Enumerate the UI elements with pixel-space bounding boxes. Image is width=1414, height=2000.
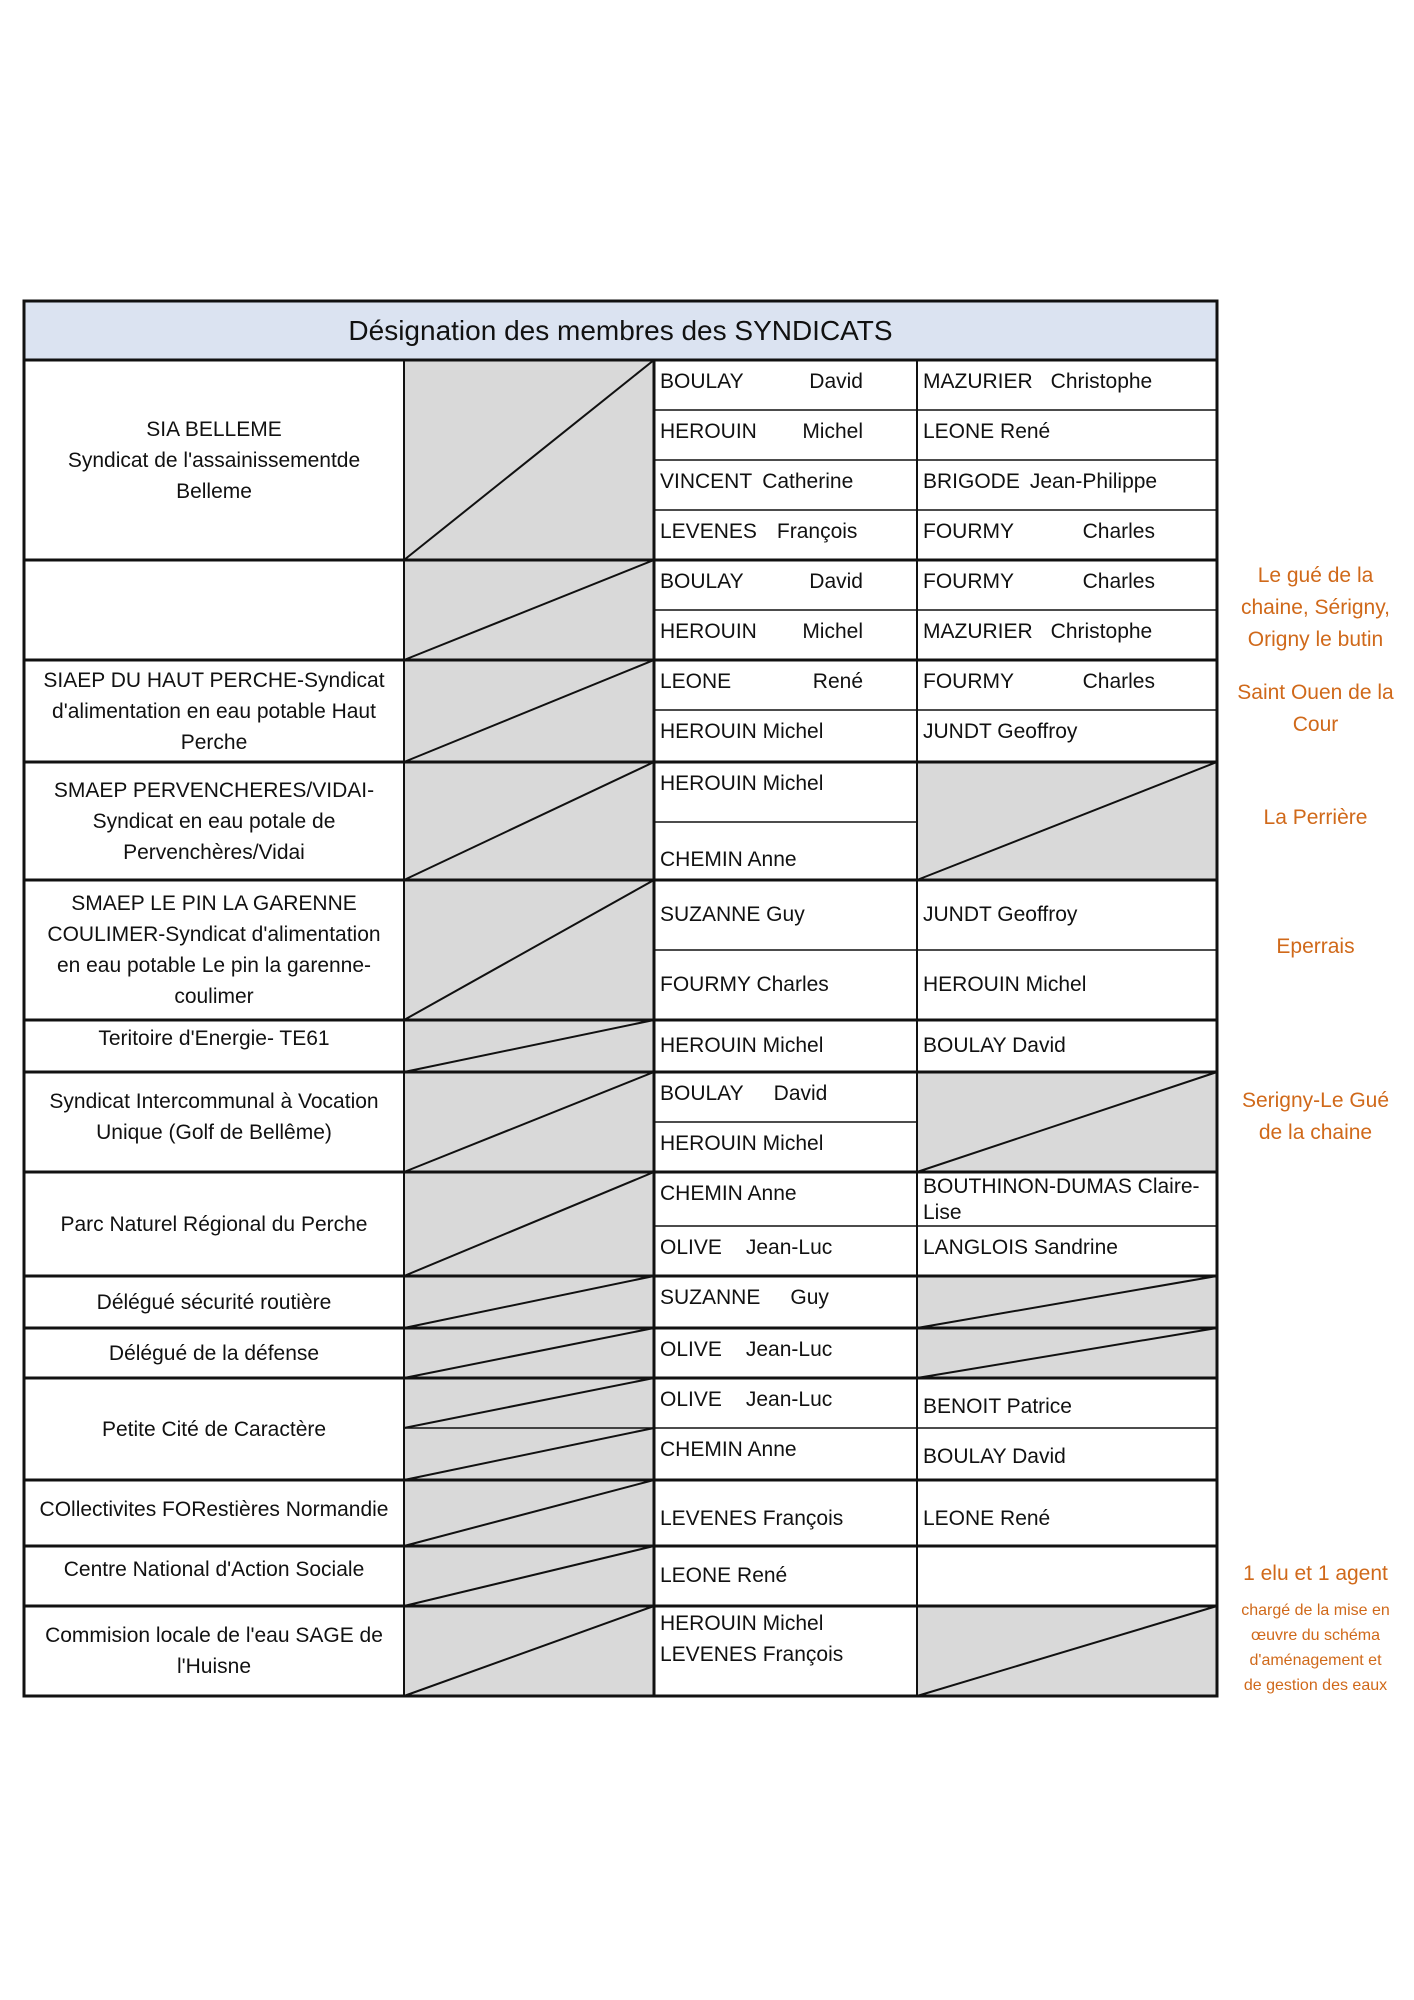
full-name: LEONE René (923, 420, 1051, 443)
last-name: BOULAY (660, 370, 744, 393)
full-name: JUNDT Geoffroy (923, 720, 1078, 743)
titulaire-name: HEROUIN Michel (660, 772, 824, 795)
first-name: François (776, 520, 858, 543)
first-name: David (809, 570, 863, 593)
suppleant-name: BOUTHINON-DUMAS Claire- Lise (923, 1175, 1200, 1224)
first-name: David (809, 370, 863, 393)
suppleant-name: LEONE René (923, 1507, 1051, 1530)
titulaire-name: HEROUIN Michel LEVENES François (660, 1612, 844, 1666)
commune-note: Serigny-Le Gué de la chaine (1241, 1089, 1390, 1144)
first-name: Charles (1082, 570, 1155, 593)
first-name: Charles (1082, 520, 1155, 543)
titulaire-name: LEONE René (660, 1564, 788, 1587)
row-separators (24, 360, 1217, 1606)
full-name: HEROUIN Michel (660, 720, 824, 743)
first-name: Jean-Luc (745, 1236, 833, 1259)
first-name: Christophe (1050, 620, 1153, 643)
last-name: MAZURIER (923, 370, 1033, 393)
first-name: Michel (802, 620, 863, 643)
full-name: CHEMIN Anne (660, 1182, 797, 1205)
commune-note: Eperrais (1276, 935, 1355, 958)
suppleant-name: JUNDT Geoffroy (923, 903, 1078, 926)
suppleant-name: LANGLOIS Sandrine (923, 1236, 1118, 1259)
suppleant-name: BOULAY David (923, 1034, 1066, 1057)
suppleant-name: BOULAY David (923, 1445, 1066, 1468)
full-name: CHEMIN Anne (660, 1438, 797, 1461)
last-name: SUZANNE (660, 1286, 761, 1309)
organisation-name: Commision locale de l'eau SAGE de l'Huisne (45, 1624, 383, 1678)
last-name: HEROUIN (660, 420, 757, 443)
last-name: LEONE (660, 670, 732, 693)
titulaire-name: CHEMIN Anne (660, 848, 797, 871)
table-title: Désignation des membres des SYNDICATS (24, 301, 1217, 360)
first-name: René (812, 670, 863, 693)
last-name: MAZURIER (923, 620, 1033, 643)
first-name: Christophe (1050, 370, 1153, 393)
organisation-name: SIAEP DU HAUT PERCHE-Syndicat d'alimentation en eau potable Haut Perche (43, 668, 385, 754)
titulaire-name: HEROUIN Michel (660, 1034, 824, 1057)
first-name: Jean-Luc (745, 1338, 833, 1361)
last-name: OLIVE (660, 1338, 722, 1361)
last-name: VINCENT (660, 470, 753, 493)
last-name: OLIVE (660, 1236, 722, 1259)
organisation-name: Centre National d'Action Sociale (63, 1558, 365, 1581)
organisation-name: Teritoire d'Energie- TE61 (98, 1027, 330, 1050)
first-name: Charles (1082, 670, 1155, 693)
commune-note: Le gué de la chaine, Sérigny, Origny le butin (1240, 564, 1391, 651)
suppleant-name: HEROUIN Michel (923, 973, 1087, 996)
organisation-name: Parc Naturel Régional du Perche (60, 1212, 368, 1236)
organisation-name: Petite Cité de Caractère (101, 1417, 327, 1441)
organisation-name: SIA BELLEME Syndicat de l'assainissementde Belleme (67, 417, 361, 503)
organisation-name: Délégué de la défense (108, 1341, 320, 1365)
first-name: Catherine (762, 470, 854, 493)
organisation-name: Délégué sécurité routière (96, 1290, 332, 1314)
last-name: BRIGODE (923, 470, 1020, 493)
organisation-name: COllectivites FORestières Normandie (39, 1498, 389, 1521)
organisation-name: SMAEP LE PIN LA GARENNE COULIMER-Syndicat d'alimentation en eau potable Le pin la garenne- coulimer (47, 892, 381, 1008)
titulaire-name: FOURMY Charles (660, 973, 829, 996)
last-name: OLIVE (660, 1388, 722, 1411)
first-name: Jean-Luc (745, 1388, 833, 1411)
first-name: Guy (790, 1286, 829, 1309)
first-name: Michel (802, 420, 863, 443)
full-name: HEROUIN Michel (660, 1132, 824, 1155)
titulaire-name: LEVENES François (660, 1507, 844, 1530)
first-name: Jean-Philippe (1029, 470, 1158, 493)
last-name: HEROUIN (660, 620, 757, 643)
last-name: BOULAY (660, 1082, 744, 1105)
commune-note: Saint Ouen de la Cour (1237, 681, 1394, 736)
suppleant-name: BENOIT Patrice (923, 1395, 1072, 1418)
last-name: LEVENES (660, 520, 757, 543)
commune-note: chargé de la mise en œuvre du schéma d'aménagement et de gestion des eaux (1241, 1602, 1390, 1694)
titulaire-name: SUZANNE Guy (660, 903, 805, 926)
organisation-name: Syndicat Intercommunal à Vocation Unique (Golf de Bellême) (49, 1090, 379, 1144)
commune-note: 1 elu et 1 agent (1243, 1562, 1388, 1585)
last-name: FOURMY (923, 670, 1014, 693)
commune-note: La Perrière (1263, 806, 1368, 829)
last-name: FOURMY (923, 570, 1014, 593)
last-name: FOURMY (923, 520, 1014, 543)
organisation-name: SMAEP PERVENCHERES/VIDAI- Syndicat en eau potale de Pervenchères/Vidai (53, 778, 375, 864)
first-name: David (773, 1082, 828, 1105)
last-name: BOULAY (660, 570, 744, 593)
